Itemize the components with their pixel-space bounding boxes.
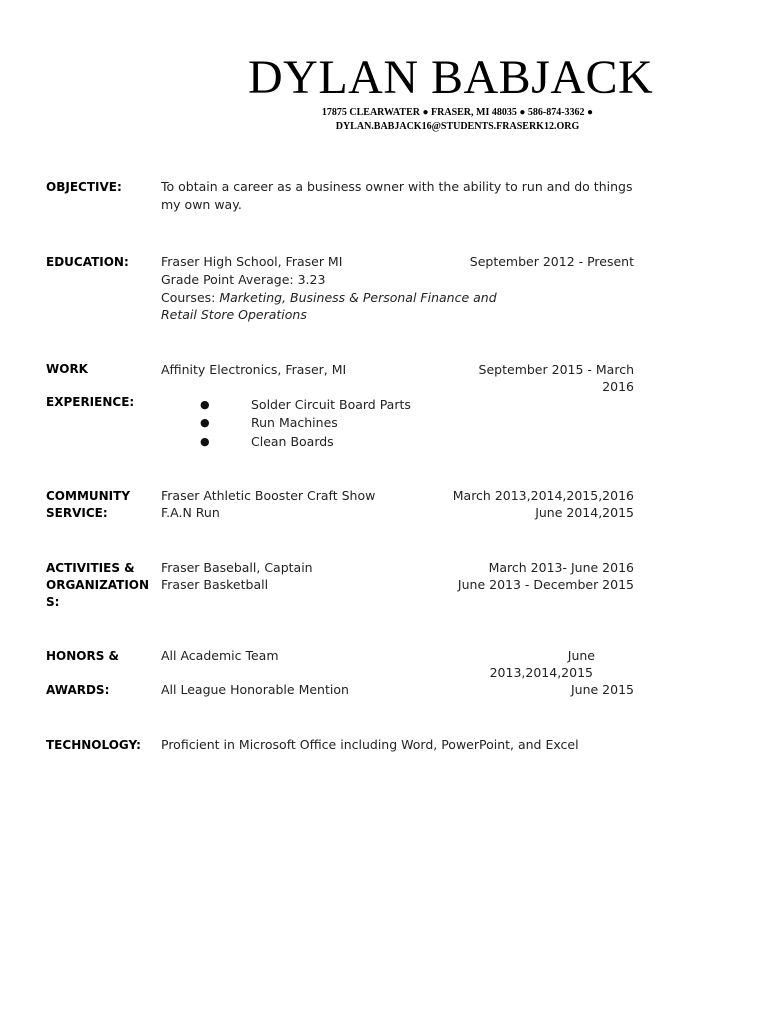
bullet-icon: ● <box>200 435 210 448</box>
education-label: EDUCATION: <box>46 255 129 269</box>
technology-text: Proficient in Microsoft Office including Word, PowerPoint, and Excel <box>161 737 579 752</box>
work-dates-line2: 2016 <box>602 379 634 394</box>
activities-label-line3: S: <box>46 595 60 609</box>
community-label-line1: COMMUNITY <box>46 489 131 503</box>
education-gpa: Grade Point Average: 3.23 <box>161 272 326 287</box>
community-item-dates: June 2014,2015 <box>535 505 634 520</box>
work-employer: Affinity Electronics, Fraser, MI <box>161 362 347 377</box>
work-duty: Clean Boards <box>251 434 334 449</box>
honor-item-dates-line2: 2013,2014,2015 <box>489 665 593 680</box>
activity-item-name: Fraser Basketball <box>161 577 269 592</box>
activity-item-dates: June 2013 - December 2015 <box>457 577 634 592</box>
work-duty: Run Machines <box>251 415 338 430</box>
work-dates-line1: September 2015 - March <box>478 362 634 377</box>
honor-item-name: All League Honorable Mention <box>161 682 349 697</box>
bullet-icon: ● <box>200 416 210 429</box>
community-item-name: Fraser Athletic Booster Craft Show <box>161 488 376 503</box>
contact-line-address: 17875 CLEARWATER ● FRASER, MI 48035 ● 586-874-3362 ● <box>321 107 594 118</box>
courses-list-line2: Retail Store Operations <box>161 307 307 322</box>
resume-name: DYLAN BABJACK <box>248 51 654 104</box>
honor-item-name: All Academic Team <box>161 648 279 663</box>
objective-label: OBJECTIVE: <box>46 180 122 194</box>
technology-label: TECHNOLOGY: <box>46 738 141 752</box>
honor-item-dates: June 2015 <box>570 682 634 697</box>
education-dates: September 2012 - Present <box>469 254 634 269</box>
honors-label-line2: AWARDS: <box>46 683 110 697</box>
contact-line-email: DYLAN.BABJACK16@STUDENTS.FRASERK12.ORG <box>335 121 580 132</box>
work-label-line2: EXPERIENCE: <box>46 395 135 409</box>
objective-text: To obtain a career as a business owner with the ability to run and do things my own way. <box>161 179 633 212</box>
community-item-name: F.A.N Run <box>161 505 220 520</box>
work-label-line1: WORK <box>46 362 88 376</box>
honors-label-line1: HONORS & <box>46 649 120 663</box>
community-label-line2: SERVICE: <box>46 506 108 520</box>
work-duty: Solder Circuit Board Parts <box>251 397 411 412</box>
activity-item-dates: March 2013- June 2016 <box>488 560 634 575</box>
activity-item-name: Fraser Baseball, Captain <box>161 560 313 575</box>
honor-item-dates-line1: June <box>567 648 595 663</box>
courses-list-line1: Marketing, Business & Personal Finance and <box>219 290 497 305</box>
community-item-dates: March 2013,2014,2015,2016 <box>452 488 634 503</box>
activities-label-line2: ORGANIZATION <box>46 578 150 592</box>
education-school: Fraser High School, Fraser MI <box>161 254 343 269</box>
bullet-icon: ● <box>200 398 210 411</box>
courses-prefix: Courses: <box>161 290 220 305</box>
education-courses <box>161 289 497 307</box>
activities-label-line1: ACTIVITIES & <box>46 561 135 575</box>
